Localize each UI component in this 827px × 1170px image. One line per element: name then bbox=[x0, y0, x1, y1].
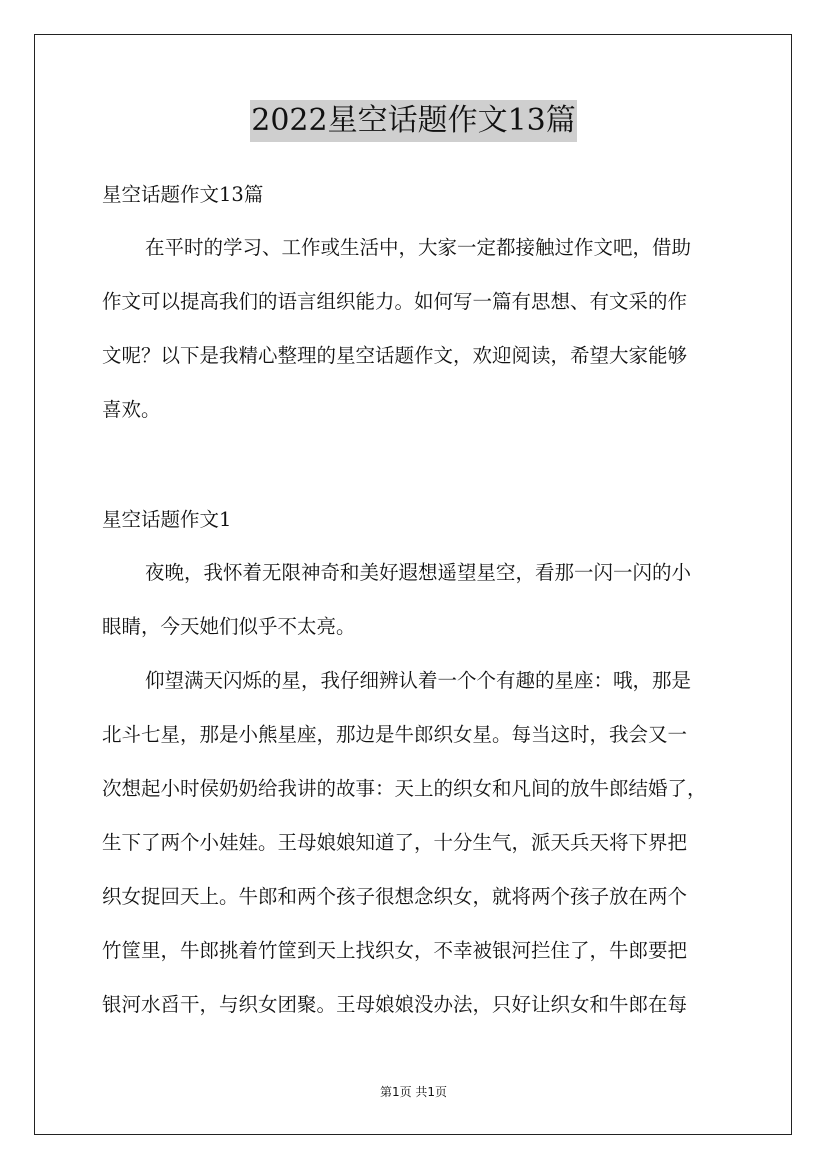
para2-line-4: 生下了两个小娃娃。王母娘娘知道了，十分生气，派天兵天将下界把 bbox=[102, 831, 688, 854]
para1-line-2: 眼睛，今天她们似乎不太亮。 bbox=[102, 615, 356, 638]
title-container bbox=[0, 100, 827, 142]
page-footer: 第1页 共1页 bbox=[379, 1085, 448, 1099]
para2-line-7: 银河水舀干，与织女团聚。王母娘娘没办法，只好让织女和牛郎在每 bbox=[102, 993, 688, 1016]
para2-line-3: 次想起小时侯奶奶给我讲的故事：天上的织女和凡间的放牛郎结婚了， bbox=[102, 777, 707, 800]
para2-line-1: 仰望满天闪烁的星，我仔细辨认着一个个有趣的星座：哦，那是 bbox=[145, 669, 692, 692]
para2-line-5: 织女捉回天上。牛郎和两个孩子很想念织女，就将两个孩子放在两个 bbox=[102, 885, 688, 908]
intro-line-4: 喜欢。 bbox=[102, 398, 161, 421]
intro-line-1: 在平时的学习、工作或生活中，大家一定都接触过作文吧，借助 bbox=[145, 236, 692, 259]
para2-line-2: 北斗七星，那是小熊星座，那边是牛郎织女星。每当这时，我会又一 bbox=[102, 723, 688, 746]
para1-line-1: 夜晚，我怀着无限神奇和美好遐想遥望星空，看那一闪一闪的小 bbox=[145, 561, 692, 584]
intro-line-3: 文呢？以下是我精心整理的星空话题作文，欢迎阅读，希望大家能够 bbox=[102, 344, 688, 367]
section-heading: 星空话题作文1 bbox=[102, 508, 232, 531]
para2-line-6: 竹筐里，牛郎挑着竹筐到天上找织女，不幸被银河拦住了，牛郎要把 bbox=[102, 939, 688, 962]
subtitle: 星空话题作文13篇 bbox=[102, 183, 264, 206]
page-title: 2022星空话题作文13篇 bbox=[250, 100, 577, 142]
intro-line-2: 作文可以提高我们的语言组织能力。如何写一篇有思想、有文采的作 bbox=[102, 290, 688, 313]
